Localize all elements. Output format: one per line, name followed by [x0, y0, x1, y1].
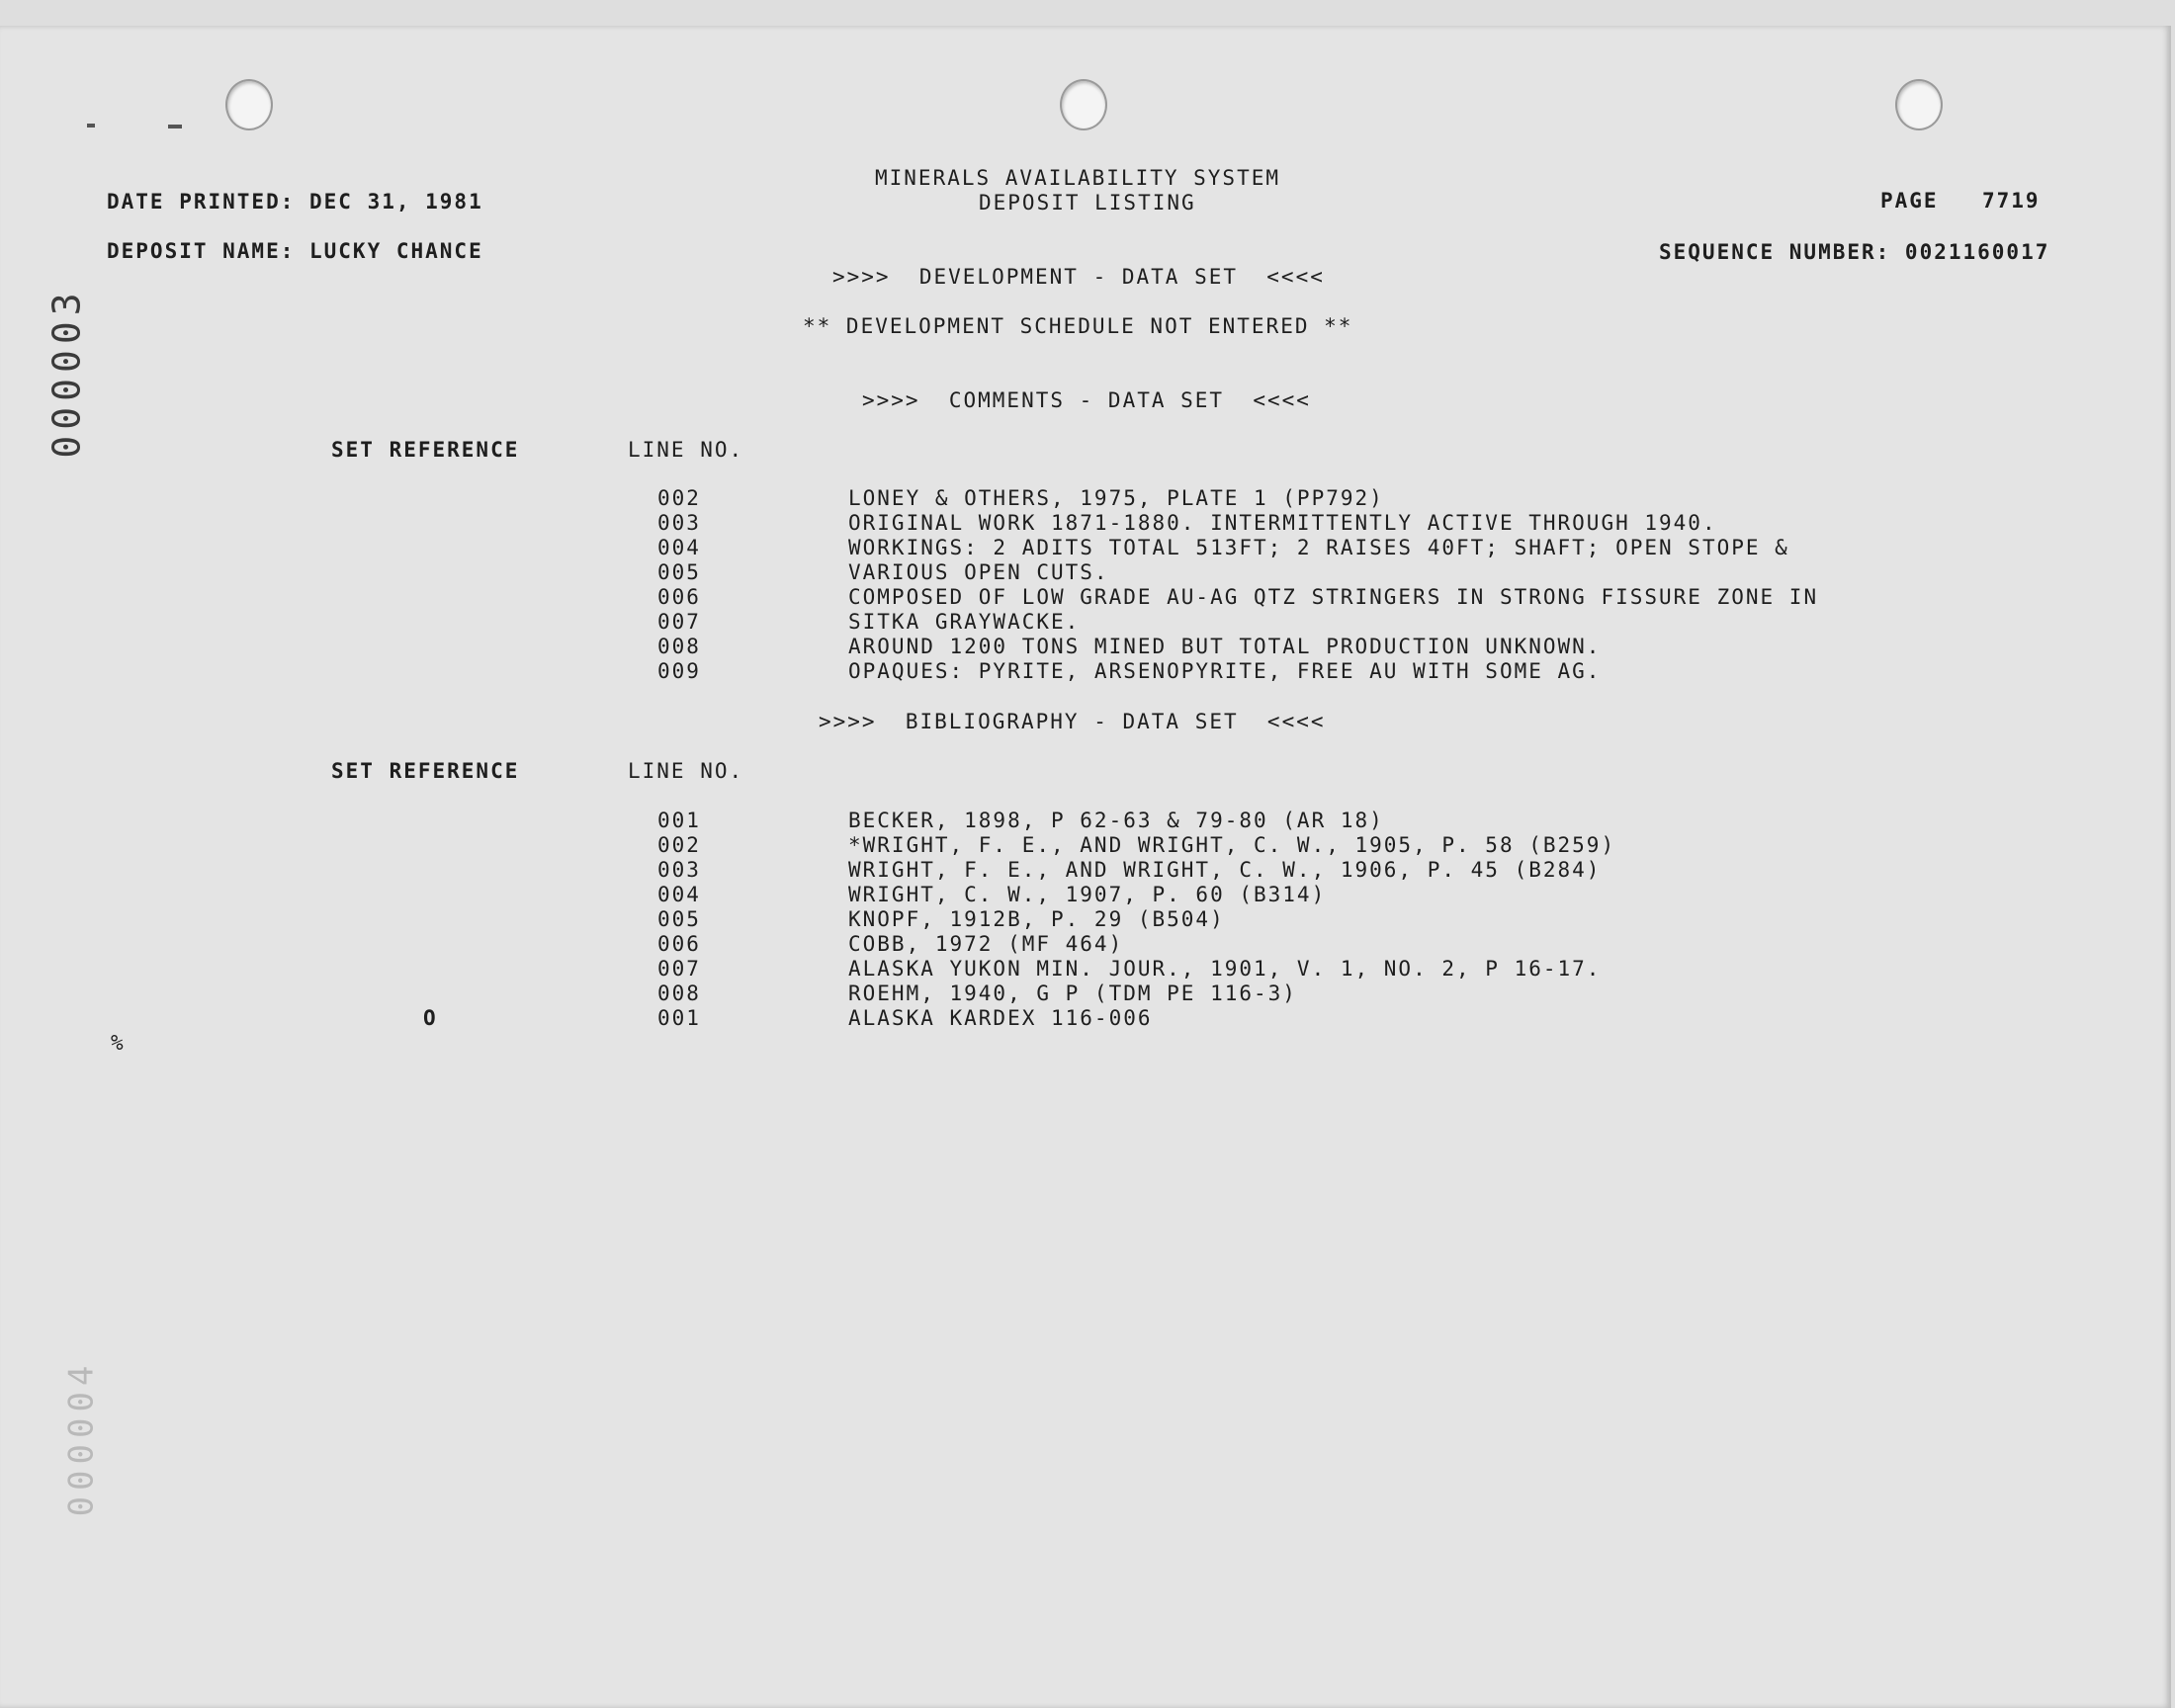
development-section-title: >>>> DEVELOPMENT - DATA SET <<<<	[832, 265, 1325, 289]
comment-text: COMPOSED OF LOW GRADE AU-AG QTZ STRINGERS IN STRONG FISSURE ZONE IN	[848, 585, 1819, 609]
bib-line-no: 007	[657, 957, 701, 981]
system-title: MINERALS AVAILABILITY SYSTEM	[875, 166, 1281, 190]
bib-text: WRIGHT, F. E., AND WRIGHT, C. W., 1906, P. 45 (B284)	[848, 858, 1602, 882]
comment-text: VARIOUS OPEN CUTS.	[848, 560, 1109, 584]
comment-text: ORIGINAL WORK 1871-1880. INTERMITTENTLY ACTIVE THROUGH 1940.	[848, 511, 1717, 535]
bib-line-no: 004	[657, 883, 701, 906]
comment-line-no: 005	[657, 560, 701, 584]
listing-title: DEPOSIT LISTING	[979, 191, 1196, 214]
date-printed: DATE PRINTED: DEC 31, 1981	[107, 190, 483, 214]
bib-line-no: 002	[657, 833, 701, 857]
comment-text: OPAQUES: PYRITE, ARSENOPYRITE, FREE AU WITH SOME AG.	[848, 659, 1602, 683]
sequence-number: SEQUENCE NUMBER: 0021160017	[1659, 240, 2050, 264]
comments-col-line-no: LINE NO.	[628, 438, 744, 462]
comment-line-no: 002	[657, 486, 701, 510]
page-label: PAGE	[1880, 189, 1939, 213]
bib-text: KNOPF, 1912B, P. 29 (B504)	[848, 907, 1225, 931]
scan-mark	[168, 125, 182, 128]
margin-stamp-faint: 000004	[61, 1359, 102, 1517]
bib-line-no: 001	[657, 809, 701, 832]
punch-hole-right	[1895, 79, 1943, 130]
bib-text: ROEHM, 1940, G P (TDM PE 116-3)	[848, 982, 1297, 1005]
comment-line-no: 008	[657, 635, 701, 658]
bib-line-no: 005	[657, 907, 701, 931]
comment-line-no: 009	[657, 659, 701, 683]
bib-text: *WRIGHT, F. E., AND WRIGHT, C. W., 1905, P. 58 (B259)	[848, 833, 1616, 857]
punch-hole-center	[1060, 79, 1107, 130]
bib-line-no: 008	[657, 982, 701, 1005]
bib-text: WRIGHT, C. W., 1907, P. 60 (B314)	[848, 883, 1327, 906]
bib-line-no: 001	[657, 1006, 701, 1030]
comment-line-no: 006	[657, 585, 701, 609]
comment-text: SITKA GRAYWACKE.	[848, 610, 1081, 634]
comments-section-title: >>>> COMMENTS - DATA SET <<<<	[862, 388, 1311, 412]
comment-text: AROUND 1200 TONS MINED BUT TOTAL PRODUCTION UNKNOWN.	[848, 635, 1602, 658]
development-note: ** DEVELOPMENT SCHEDULE NOT ENTERED **	[803, 314, 1353, 338]
bibliography-col-line-no: LINE NO.	[628, 759, 744, 783]
punch-hole-left	[225, 79, 273, 130]
bib-line-no: 003	[657, 858, 701, 882]
bib-text: BECKER, 1898, P 62-63 & 79-80 (AR 18)	[848, 809, 1384, 832]
end-of-record-mark: %	[111, 1031, 126, 1055]
bib-text: ALASKA KARDEX 116-006	[848, 1006, 1153, 1030]
bib-text: ALASKA YUKON MIN. JOUR., 1901, V. 1, NO. 2, P 16-17.	[848, 957, 1602, 981]
comment-line-no: 003	[657, 511, 701, 535]
comment-line-no: 007	[657, 610, 701, 634]
comment-line-no: 004	[657, 536, 701, 559]
page-number: 7719	[1982, 189, 2041, 213]
scan-mark	[87, 124, 95, 128]
margin-stamp: 000003	[45, 287, 89, 459]
bib-line-no: 006	[657, 932, 701, 956]
bibliography-section-title: >>>> BIBLIOGRAPHY - DATA SET <<<<	[819, 710, 1326, 733]
comment-text: LONEY & OTHERS, 1975, PLATE 1 (PP792)	[848, 486, 1384, 510]
bib-set-reference: O	[423, 1006, 438, 1030]
bib-text: COBB, 1972 (MF 464)	[848, 932, 1124, 956]
comments-col-set-reference: SET REFERENCE	[331, 438, 520, 462]
comment-text: WORKINGS: 2 ADITS TOTAL 513FT; 2 RAISES 40FT; SHAFT; OPEN STOPE &	[848, 536, 1789, 559]
bibliography-col-set-reference: SET REFERENCE	[331, 759, 520, 783]
deposit-name: DEPOSIT NAME: LUCKY CHANCE	[107, 239, 483, 263]
